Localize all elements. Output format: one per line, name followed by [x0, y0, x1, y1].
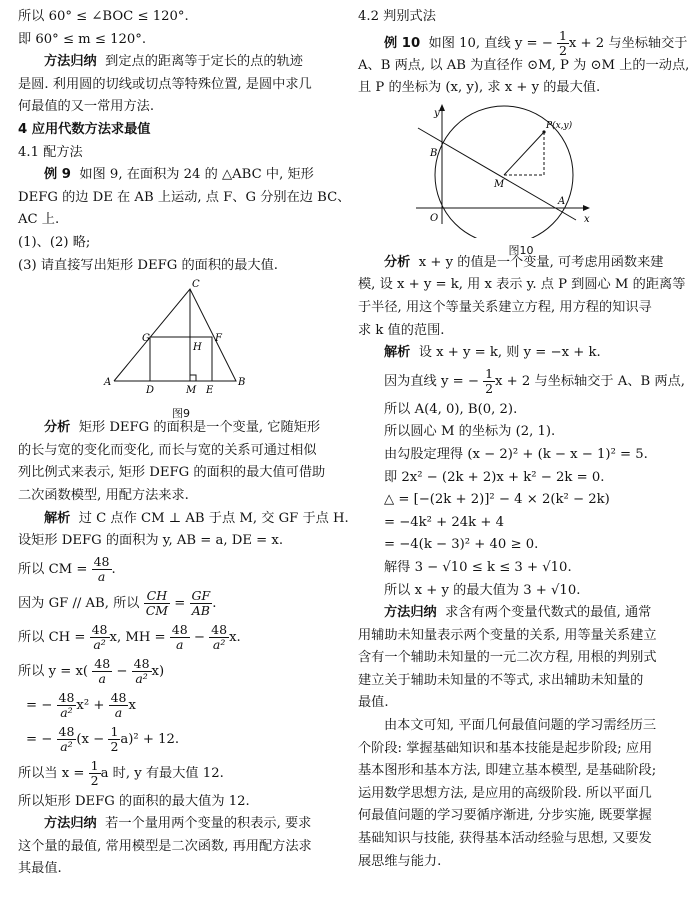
text-line: 由勾股定理得 (x − 2)² + (k − x − 1)² = 5. [384, 446, 648, 462]
text-line: (1)、(2) 略; [18, 234, 91, 250]
left-column [18, 6, 351, 881]
section-heading: 4 应用代数方法求最值 [18, 121, 151, 137]
text-line: 且 P 的坐标为 (x, y), 求 x + y 的最大值. [358, 80, 601, 96]
text-line: 所以 A(4, 0), B(0, 2). [384, 401, 518, 417]
figure-9-caption: 图9 [172, 407, 190, 421]
text-line: 含有一个辅助未知量的一元二次方程, 用根的判别式 [358, 650, 657, 666]
example-label: 例 9 [44, 167, 71, 183]
label-b: B [238, 377, 246, 389]
solution-label: 解析 [384, 345, 411, 361]
analysis: 分析 矩形 DEFG 的面积是一个变量, 它随矩形 [44, 420, 321, 436]
figure-10-caption: 图10 [508, 243, 534, 257]
right-column [358, 6, 690, 873]
label-a: A [104, 377, 112, 389]
text-line: 所以矩形 DEFG 的面积的最大值为 12. [18, 793, 250, 809]
text-line: 模, 设 x + y = k, 用 x 表示 y. 点 P 到圆心 M 的距离等 [358, 277, 686, 293]
text-line: DEFG 的边 DE 在 AB 上运动, 点 F、G 分别在边 BC、 [18, 189, 351, 205]
analysis-label: 分析 [44, 420, 71, 436]
equation-ratio: 因为 GF // AB, 所以 $\frac{CH}{CM}$ = $\frac{GF}{AB}$ . [18, 587, 217, 618]
text-line: AC 上. [18, 212, 60, 228]
conclusion: 由本文可知, 平面几何最值问题的学习需经历三 [384, 718, 657, 734]
method-summary-2: 方法归纳 若一个量用两个变量的积表示, 要求 [44, 816, 312, 832]
label-o: O [430, 212, 439, 224]
label-e: E [206, 385, 214, 397]
text-line: 设矩形 DEFG 的面积为 y, AB = a, DE = x. [18, 533, 284, 549]
text-line: 是圆. 利用圆的切线或切点等特殊位置, 是圆中求几 [18, 76, 312, 92]
text-line: 列比例式来表示, 矩形 DEFG 的面积的最大值可借助 [18, 465, 326, 481]
label-g: G [142, 333, 150, 345]
label-h: H [193, 342, 202, 354]
equation-cm: 所以 CM = $\frac{48}{a}$ . [18, 553, 116, 584]
text-line: 的长与宽的变化而变化, 而长与宽的关系可通过相似 [18, 442, 317, 458]
method-label: 方法归纳 [44, 816, 97, 832]
equation-y: 所以 y = x( $\frac{48}{a}$ − $\frac{48}{\text{a²}}$ x) [18, 655, 165, 686]
text-line: 基本图形和基本方法, 即建立基本模型, 是基础阶段; [358, 763, 657, 779]
equation-ch-mh: 所以 CH = $\frac{48}{\text{a²}}$ x, MH = $\frac{48}{a}$ − $\frac{48}{\text{a²}}$ x. [18, 621, 241, 652]
label-c: C [192, 279, 200, 291]
equation-square: = − $\frac{48}{\text{a²}}$ (x − $\frac{1}{2}$ a)² + 12. [26, 723, 180, 754]
label-b: B [430, 147, 438, 159]
text-line: = −4k² + 24k + 4 [384, 514, 504, 530]
text-line: △ = [−(2k + 2)]² − 4 × 2(k² − 2k) [384, 492, 610, 508]
label-m: M [494, 178, 505, 190]
text-line: 用辅助未知量表示两个变量的关系, 用等量关系建立 [358, 627, 657, 643]
solution: 解析 设 x + y = k, 则 y = −x + k. [384, 345, 601, 361]
text-line: = −4(k − 3)² + 40 ≥ 0. [384, 537, 539, 553]
text-line: 这个量的最值, 常用模型是二次函数, 再用配方法求 [18, 838, 312, 854]
label-f: F [215, 333, 222, 345]
label-d: D [146, 385, 155, 397]
text-line: (3) 请直接写出矩形 DEFG 的面积的最大值. [18, 257, 278, 273]
analysis: 分析 x + y 的值是一个变量, 可考虑用函数来建 [384, 254, 664, 270]
text-line: 所以 60° ≤ ∠BOC ≤ 120°. [18, 9, 189, 24]
text-line: 于半径, 用这个等量关系建立方程, 用方程的知识寻 [358, 299, 652, 315]
example-label: 例 10 [384, 35, 421, 51]
text-line: 所以圆心 M 的坐标为 (2, 1). [384, 424, 556, 440]
text-line: 其最值. [18, 861, 62, 877]
subsection-heading: 4.2 判别式法 [358, 9, 436, 24]
text-line: 所以 x + y 的最大值为 3 + √10. [384, 582, 581, 598]
text-line: A、B 两点, 以 AB 为直径作 ⊙M, P 为 ⊙M 上的一动点, [358, 57, 690, 73]
method-summary: 方法归纳 求含有两个变量代数式的最值, 通常 [384, 605, 652, 621]
figure-9-diagram [18, 277, 344, 401]
figure-10-diagram [358, 100, 684, 238]
text-line: 即 2x² − (2k + 2)x + k² − 2k = 0. [384, 469, 605, 485]
axis-y: y [434, 107, 440, 119]
axis-x: x [584, 213, 590, 225]
solution: 解析 过 C 点作 CM ⊥ AB 于点 M, 交 GF 于点 H. [44, 510, 349, 526]
figure-9 [18, 277, 344, 421]
text-line: 二次函数模型, 用配方法来求. [18, 487, 189, 503]
text-line: 运用数学思想方法, 是应用的高级阶段. 所以平面几 [358, 785, 652, 801]
text-line: 最值. [358, 695, 389, 711]
text-line: 个阶段: 掌握基础知识和基本技能是起步阶段; 应用 [358, 740, 653, 756]
label-p: P(x,y) [546, 120, 573, 131]
text-line: 解得 3 − √10 ≤ k ≤ 3 + √10. [384, 559, 572, 575]
label-a: A [558, 195, 566, 207]
analysis-label: 分析 [384, 254, 411, 270]
equation-expand: = − $\frac{48}{\text{a²}}$ x² + $\frac{48}{a}$ x [26, 689, 136, 720]
equation-line: 因为直线 y = − $\frac{1}{2}$ x + 2 与坐标轴交于 A、B 两点, [384, 365, 685, 396]
example-10: 例 10 如图 10, 直线 y = − $\frac{1}{2}$ x + 2 与坐标轴交于 [384, 27, 688, 58]
equation-max: 所以当 x = $\frac{1}{2}$ a 时, y 有最大值 12. [18, 757, 224, 788]
method-label: 方法归纳 [384, 605, 437, 621]
subsection-heading: 4.1 配方法 [18, 144, 83, 160]
label-m: M [186, 385, 197, 397]
example-9: 例 9 如图 9, 在面积为 24 的 △ABC 中, 矩形 [44, 167, 314, 183]
method-summary: 方法归纳 到定点的距离等于定长的点的轨迹 [44, 54, 303, 70]
text-line: 何最值的又一常用方法. [18, 99, 155, 115]
text-line: 展思维与能力. [358, 853, 442, 869]
text-line: 基础知识与技能, 获得基本活动经验与思想, 又要发 [358, 831, 652, 847]
text-line: 何最值问题的学习要循序渐进, 分步实施, 既要掌握 [358, 808, 652, 824]
solution-label: 解析 [44, 510, 71, 526]
figure-10 [358, 100, 684, 257]
method-label: 方法归纳 [44, 54, 97, 70]
text-line: 即 60° ≤ m ≤ 120°. [18, 31, 147, 47]
text-line: 建立关于辅助未知量的不等式, 求出辅助未知量的 [358, 672, 644, 688]
text-line: 求 k 值的范围. [358, 322, 445, 338]
